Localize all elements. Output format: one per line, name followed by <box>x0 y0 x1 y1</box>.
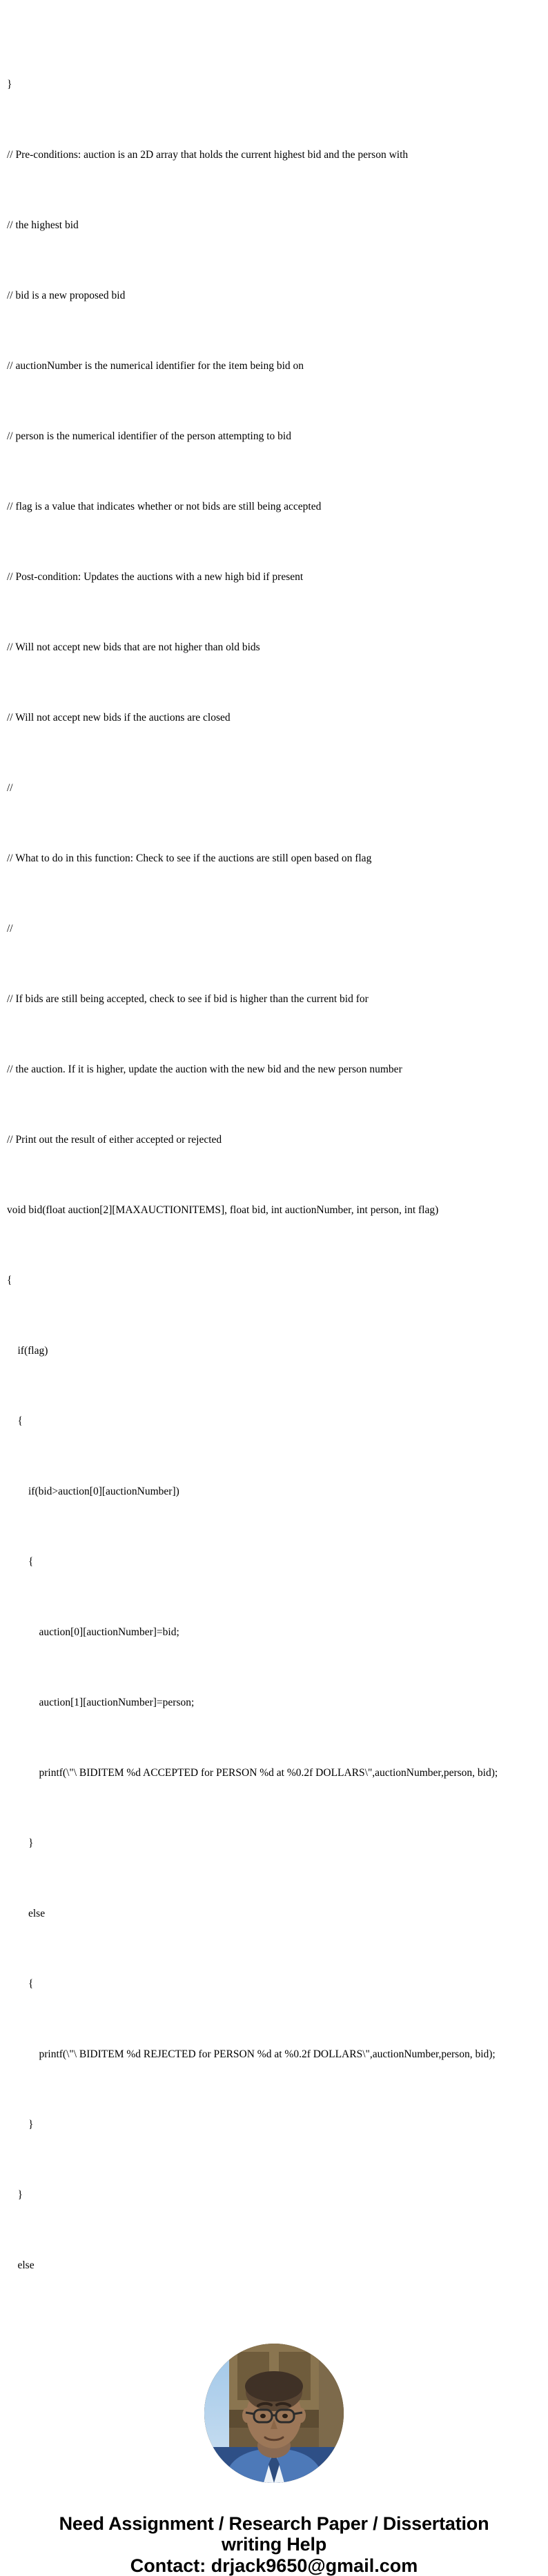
code-line: auction[1][auctionNumber]=person; <box>7 1697 195 1708</box>
code-line: // Post-condition: Updates the auctions with a new high bid if present <box>7 571 304 583</box>
code-line: // flag is a value that indicates whether or not bids are still being accepted <box>7 501 322 512</box>
code-line: else <box>7 2259 35 2271</box>
code-line: } <box>7 79 12 90</box>
avatar <box>204 2344 344 2483</box>
code-line: // Print out the result of either accepted or rejected <box>7 1134 222 1146</box>
promo-headline <box>7 2513 541 2555</box>
code-line: auction[0][auctionNumber]=bid; <box>7 1626 179 1638</box>
code-line: printf(\"\ BIDITEM %d REJECTED for PERSON %d at %0.2f DOLLARS\",auctionNumber,person, bid); <box>7 2048 496 2060</box>
promo-banner <box>7 2344 541 2576</box>
code-line: // What to do in this function: Check to see if the auctions are still open based on flag <box>7 852 372 864</box>
code-line: } <box>7 2189 23 2201</box>
code-line: } <box>7 1837 34 1849</box>
profile-photo-icon <box>204 2344 344 2483</box>
promo-contact: Contact: drjack9650@gmail.com <box>130 2555 418 2576</box>
code-line: if(bid>auction[0][auctionNumber]) <box>7 1486 179 1497</box>
code-line: { <box>7 1978 34 1990</box>
code-line: // If bids are still being accepted, check to see if bid is higher than the current bid for <box>7 993 369 1005</box>
code-line: { <box>7 1415 23 1427</box>
code-line: void bid(float auction[2][MAXAUCTIONITEMS], float bid, int auctionNumber, int person, int flag) <box>7 1204 439 1216</box>
code-line: // Will not accept new bids if the auctions are closed <box>7 712 231 723</box>
code-line: if(flag) <box>7 1345 48 1357</box>
code-line: else <box>7 1908 46 1919</box>
code-line: } <box>7 2119 34 2130</box>
code-line: // Will not accept new bids that are not higher than old bids <box>7 641 260 653</box>
code-line: // the auction. If it is higher, update the auction with the new bid and the new person number <box>7 1064 402 1075</box>
code-line: // <box>7 782 13 794</box>
code-line: // Pre-conditions: auction is an 2D array that holds the current highest bid and the person with <box>7 149 409 161</box>
code-line: { <box>7 1556 34 1568</box>
code-line: // <box>7 923 13 935</box>
code-line: // the highest bid <box>7 219 79 231</box>
code-line: printf(\"\ BIDITEM %d ACCEPTED for PERSON %d at %0.2f DOLLARS\",auctionNumber,person, bid); <box>7 1767 498 1779</box>
code-line: { <box>7 1275 12 1286</box>
code-listing <box>7 26 541 2324</box>
promo-headline-line2: writing Help <box>221 2534 327 2555</box>
code-line: // bid is a new proposed bid <box>7 290 126 301</box>
code-line: // auctionNumber is the numerical identifier for the item being bid on <box>7 360 304 372</box>
code-line: // person is the numerical identifier of the person attempting to bid <box>7 430 291 442</box>
promo-headline-line1: Need Assignment / Research Paper / Dissertation <box>59 2513 489 2534</box>
